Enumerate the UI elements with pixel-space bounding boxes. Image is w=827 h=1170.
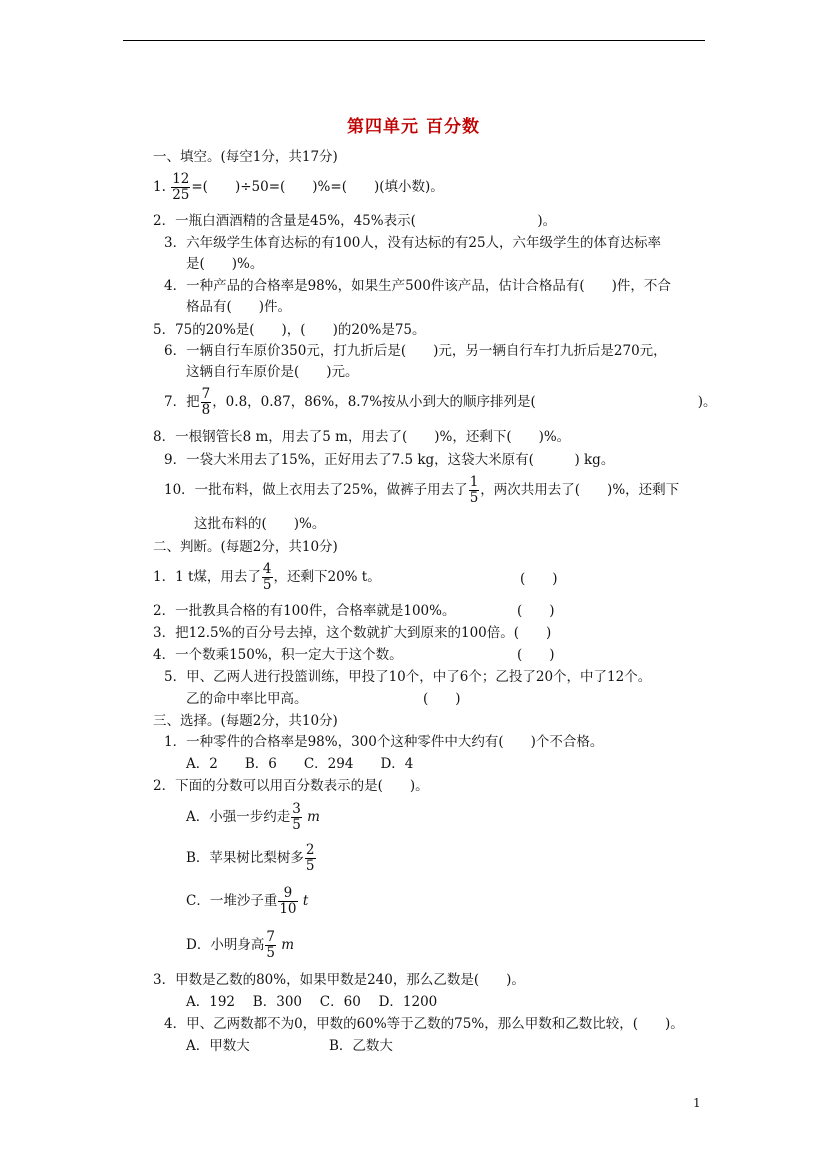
page-number: 1 <box>693 1096 701 1110</box>
question-choice-1: 1．一种零件的合格率是98%，300个这种零件中大约有( )个不合格。 <box>164 734 604 750</box>
question-fill-3: 3．六年级学生体育达标的有100人，没有达标的有25人，六年级学生的体育达标率 <box>164 235 662 251</box>
fraction: $\frac{3}{5}$ <box>292 801 301 833</box>
question-fill-6-cont: 这辆自行车原价是( )元。 <box>186 364 359 380</box>
fraction: $\frac{12}{25}$ <box>172 171 190 203</box>
answer-paren: ( ) <box>517 603 555 619</box>
question-choice-2: 2．下面的分数可以用百分数表示的是( )。 <box>153 778 429 794</box>
fraction: $\frac{1}{5}$ <box>469 474 479 506</box>
question-judge-5: 5．甲、乙两人进行投篮训练，甲投了10个，中了6个；乙投了20个，中了12个。 <box>164 669 652 685</box>
question-choice-3: 3．甲数是乙数的80%，如果甲数是240，那么乙数是( )。 <box>153 972 525 988</box>
answer-paren: ( ) <box>423 691 461 707</box>
question-fill-1: 1. $\frac{12}{25}$ =( )÷50=( )%=( )(填小数)。 <box>153 171 444 203</box>
question-fill-6: 6．一辆自行车原价350元，打九折后是( )元，另一辆自行车打九折后是270元， <box>164 343 667 359</box>
choice-option-b: B．苹果树比梨树多 $\frac{2}{5}$ <box>186 842 315 874</box>
question-fill-4: 4．一种产品的合格率是98%，如果生产500件该产品，估计合格品有( )件，不合 <box>164 278 671 294</box>
question-fill-5: 5．75的20%是( )，( )的20%是75。 <box>153 322 426 338</box>
question-fill-8: 8．一根钢管长8 m，用去了5 m，用去了( )%，还剩下( )%。 <box>153 429 571 445</box>
question-fill-7: 7．把 $\frac{7}{8}$ ，0.8，0.87，86%，8.7%按从小到大的顺序排列是( )。 <box>164 386 717 418</box>
fraction: $\frac{7}{5}$ <box>266 929 275 961</box>
question-fill-3-cont: 是( )%。 <box>186 256 264 272</box>
section-header-choice: 三、选择。(每题2分，共10分) <box>153 713 338 729</box>
question-choice-4: 4．甲、乙两数都不为0，甲数的60%等于乙数的75%，那么甲数和乙数比较，( )。 <box>164 1016 684 1032</box>
question-judge-3: 3．把12.5%的百分号去掉，这个数就扩大到原来的100倍。( ) <box>153 625 552 641</box>
question-judge-4: 4．一个数乘150%，积一定大于这个数。 <box>153 647 403 663</box>
choice-option-d: D．小明身高 $\frac{7}{5}$ m <box>186 929 295 961</box>
choice-option-a: A．小强一步约走 $\frac{3}{5}$ m <box>186 801 320 833</box>
choice-option-b: B．乙数大 <box>329 1038 393 1054</box>
page-title: 第四单元 百分数 <box>347 117 480 137</box>
question-fill-10-cont: 这批布料的( )%。 <box>194 516 326 532</box>
question-fill-2: 2．一瓶白酒酒精的含量是45%，45%表示( )。 <box>153 213 557 229</box>
fraction: $\frac{4}{5}$ <box>262 561 272 593</box>
choice-options: A．192 B．300 C．60 D．1200 <box>186 994 438 1010</box>
section-header-fill-blank: 一、填空。(每空1分，共17分) <box>153 149 338 165</box>
answer-paren: ( ) <box>520 571 558 587</box>
question-fill-10: 10．一批布料，做上衣用去了25%，做裤子用去了 $\frac{1}{5}$ ，两次共用去了( )%，还剩下 <box>164 474 680 506</box>
header-rule <box>123 40 705 41</box>
choice-option-c: C．一堆沙子重 $\frac{9}{10}$ t <box>186 885 309 917</box>
question-judge-5-cont: 乙的命中率比甲高。 <box>186 691 308 707</box>
fraction: $\frac{7}{8}$ <box>201 386 211 418</box>
fraction: $\frac{2}{5}$ <box>305 842 315 874</box>
choice-options: A．2 B．6 C．294 D．4 <box>186 756 414 772</box>
answer-paren: ( ) <box>517 647 555 663</box>
question-fill-9: 9．一袋大米用去了15%，正好用去了7.5 kg，这袋大米原有( ) kg。 <box>164 452 615 468</box>
choice-option-a: A．甲数大 <box>186 1038 250 1054</box>
question-fill-4-cont: 格品有( )件。 <box>186 299 292 315</box>
fraction: $\frac{9}{10}$ <box>279 885 297 917</box>
question-judge-1: 1．1 t煤，用去了 $\frac{4}{5}$ ，还剩下20% t。 <box>153 561 381 593</box>
section-header-judge: 二、判断。(每题2分，共10分) <box>153 539 338 555</box>
question-judge-2: 2．一批教具合格的有100件，合格率就是100%。 <box>153 603 456 619</box>
